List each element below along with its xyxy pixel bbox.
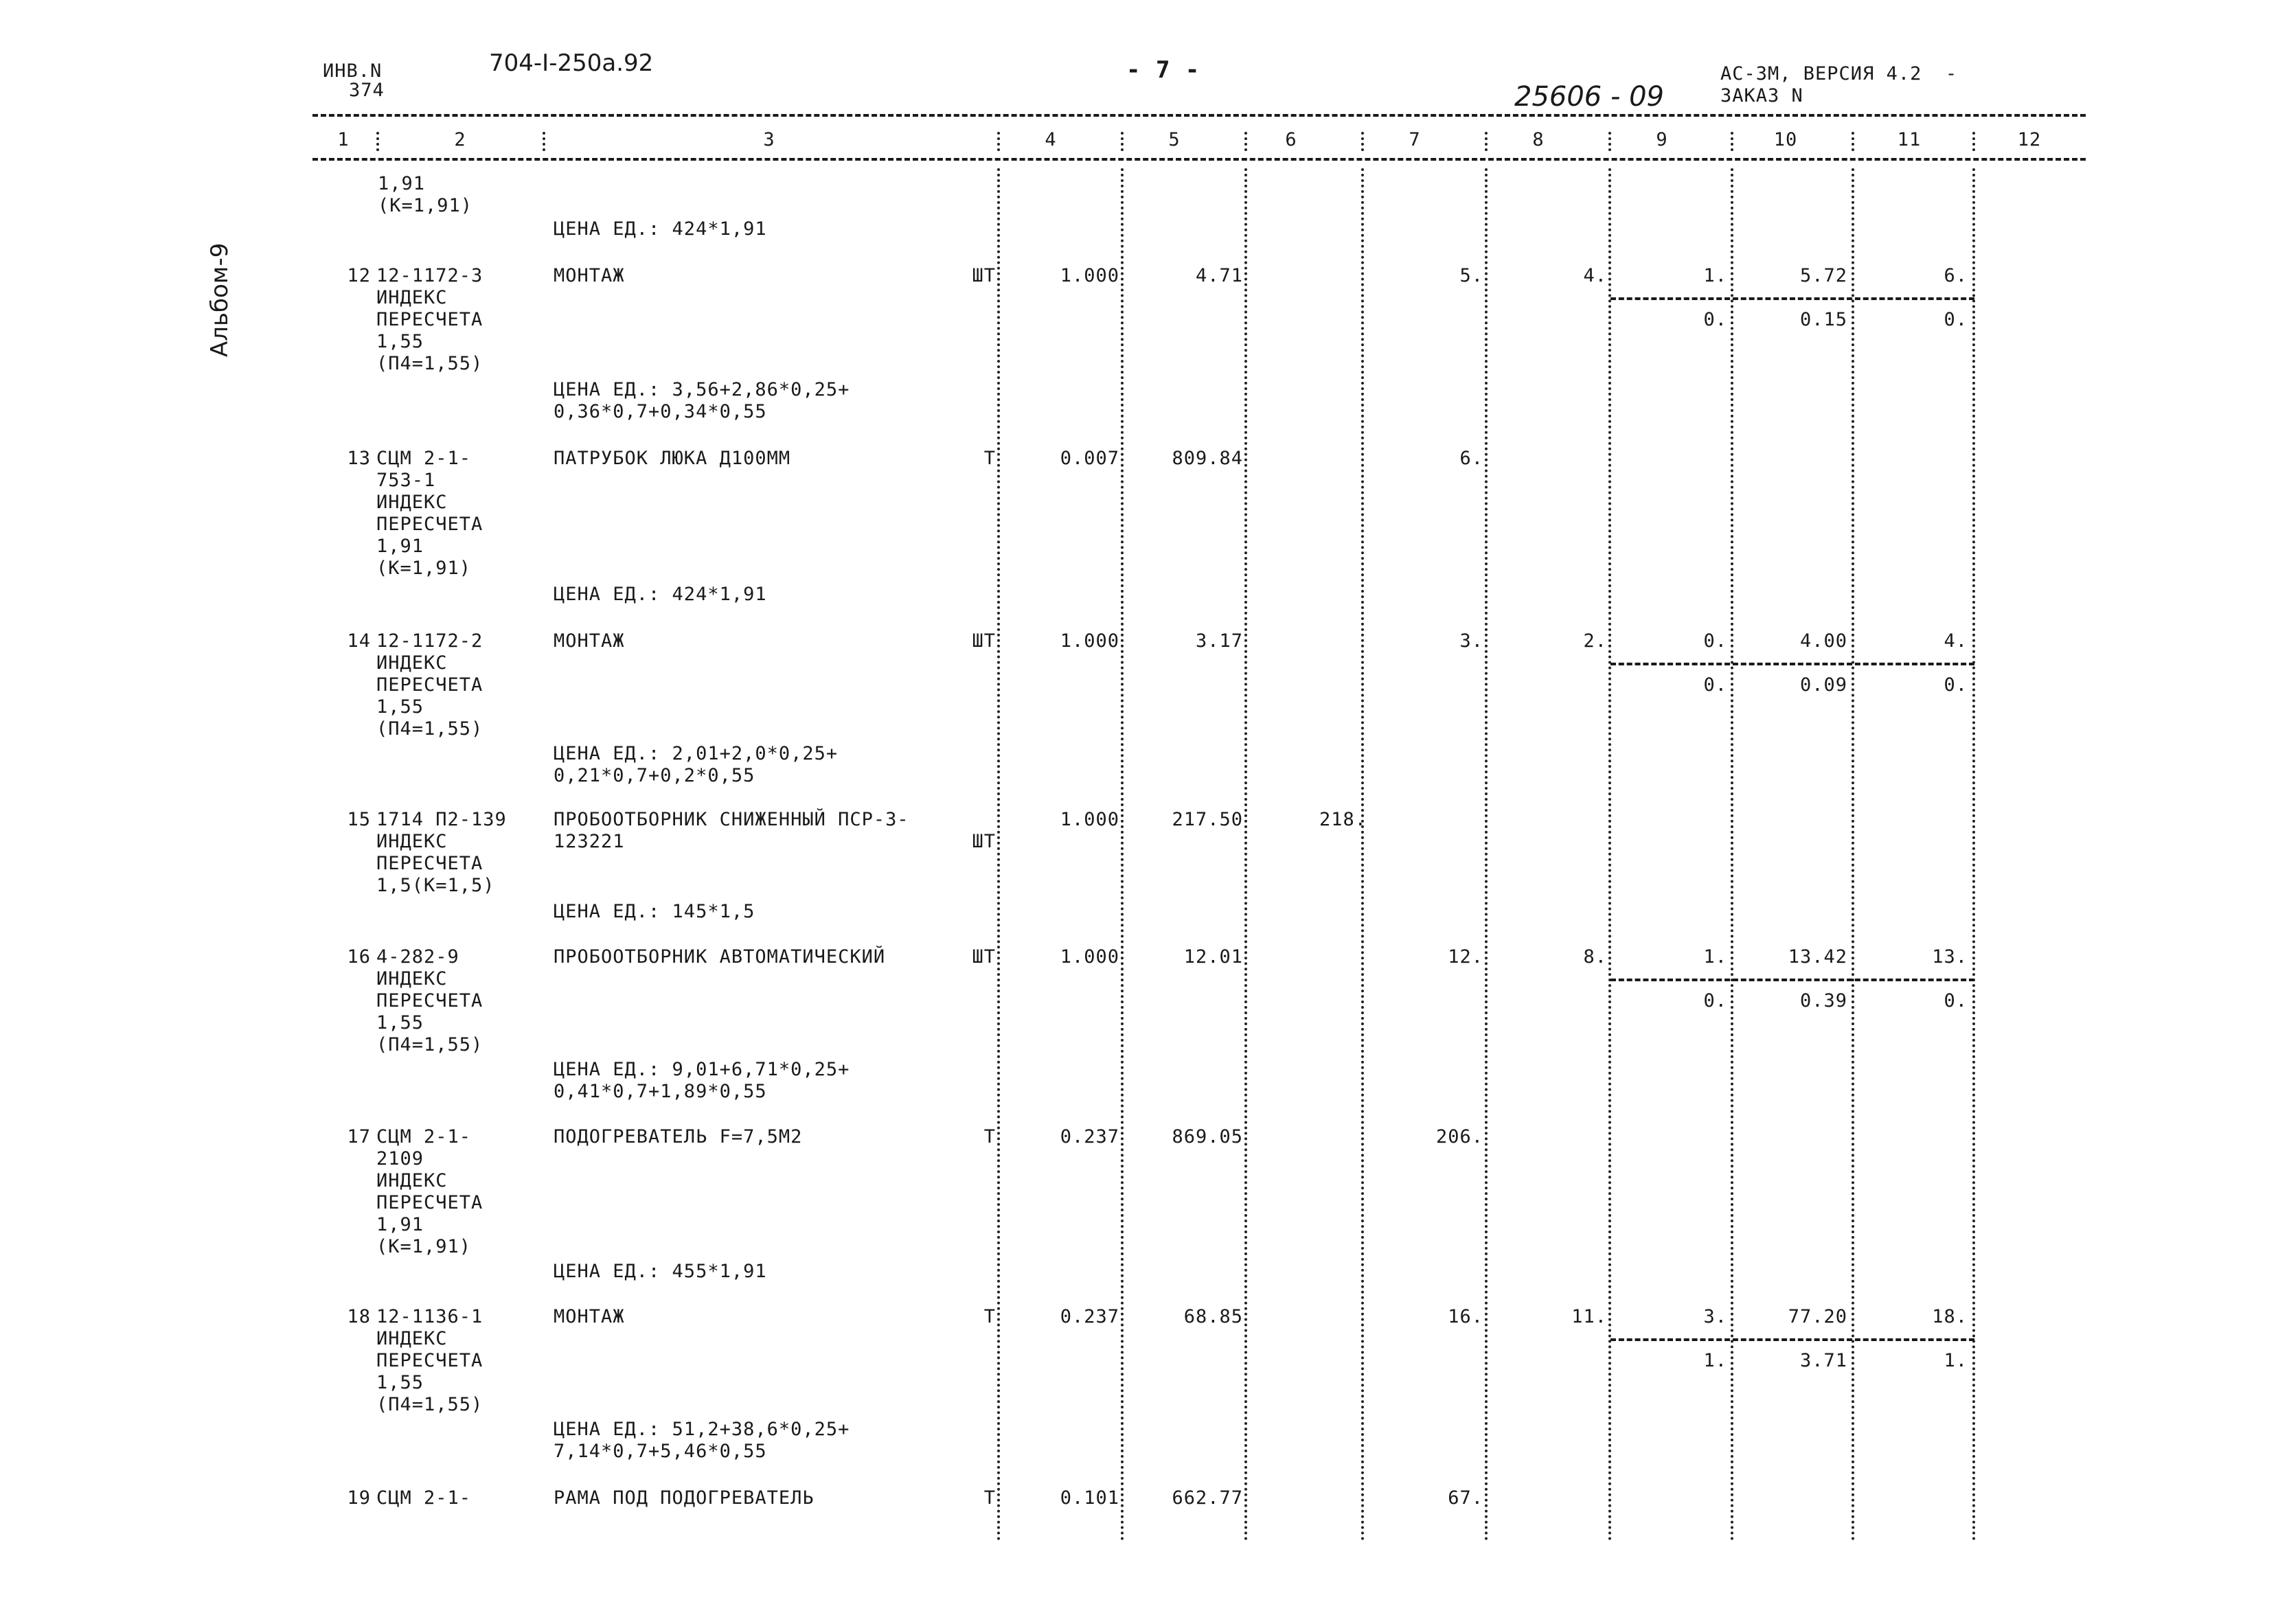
continuation-code-line: (К=1,91): [378, 195, 473, 216]
subtotal-rule: [1610, 979, 1974, 981]
cell-col10: 13.42: [1788, 946, 1847, 968]
item-name: ПОДОГРЕВАТЕЛЬ F=7,5М2: [554, 1126, 803, 1147]
code-line: ИНДЕКС: [376, 1328, 448, 1349]
inventory-label: ИНВ.N: [323, 60, 383, 82]
code-line: 753-1: [376, 470, 436, 491]
subtotal-rule: [1610, 297, 1974, 300]
code-line: СЦМ 2-1-: [376, 1126, 472, 1147]
cell-col10-sub: 0.15: [1799, 309, 1847, 330]
code-line: 1714 П2-139: [376, 809, 507, 830]
item-name: МОНТАЖ: [554, 630, 625, 652]
code-line: ИНДЕКС: [376, 1170, 448, 1191]
code-line: ИНДЕКС: [376, 831, 448, 852]
code-line: 1,91: [376, 536, 424, 557]
quantity-cell: 0.237: [1060, 1126, 1119, 1147]
cell-col10-sub: 3.71: [1799, 1350, 1847, 1371]
cell-col8: 4.: [1583, 265, 1607, 286]
column-header-11: 11: [1897, 129, 1922, 150]
continuation-price: ЦЕНА ЕД.: 424*1,91: [554, 218, 767, 240]
cell-col9: 3.: [1703, 1306, 1727, 1327]
unit-cell: Т: [983, 1487, 996, 1509]
unit-price-cell: 809.84: [1172, 448, 1243, 469]
cell-col9: 1.: [1703, 265, 1727, 286]
code-line: 12-1172-3: [376, 265, 483, 286]
cell-col10-sub: 0.39: [1799, 990, 1847, 1011]
cell-col7: 5.: [1459, 265, 1483, 286]
cell-col9-sub: 0.: [1703, 990, 1727, 1011]
column-header-9: 9: [1656, 129, 1668, 150]
cell-col9-sub: 1.: [1703, 1350, 1727, 1371]
code-line: 12-1172-2: [376, 630, 483, 652]
price-formula: ЦЕНА ЕД.: 424*1,91: [554, 584, 767, 605]
code-line: ПЕРЕСЧЕТА: [376, 674, 483, 696]
subtotal-rule: [1610, 1338, 1974, 1341]
document-code: 704-I-250а.92: [489, 49, 654, 77]
code-line: ПЕРЕСЧЕТА: [376, 309, 483, 330]
cell-col11-sub: 0.: [1944, 990, 1968, 1011]
code-line: 4-282-9: [376, 946, 459, 968]
album-side-note: Альбом-9: [206, 242, 234, 357]
row-number: 16: [347, 946, 371, 968]
unit-price-cell: 4.71: [1195, 265, 1243, 286]
column-header-8: 8: [1532, 129, 1545, 150]
price-formula: ЦЕНА ЕД.: 145*1,5: [554, 901, 755, 922]
program-version: АС-3М, ВЕРСИЯ 4.2 -: [1720, 63, 1958, 84]
code-line: 1,55: [376, 1372, 424, 1393]
cell-col6: 218.: [1319, 809, 1367, 830]
price-formula: ЦЕНА ЕД.: 51,2+38,6*0,25+: [554, 1419, 850, 1440]
column-header-3: 3: [763, 129, 775, 150]
quantity-cell: 1.000: [1060, 630, 1119, 652]
cell-col8: 11.: [1571, 1306, 1607, 1327]
price-formula: 7,14*0,7+5,46*0,55: [554, 1441, 767, 1462]
row-number: 13: [347, 448, 371, 469]
unit-cell: Т: [983, 448, 996, 469]
cell-col11-sub: 0.: [1944, 674, 1968, 696]
header-bottom-rule: [312, 158, 2086, 161]
cell-col9: 0.: [1703, 630, 1727, 652]
column-header-10: 10: [1773, 129, 1798, 150]
unit-cell: ШТ: [972, 831, 996, 852]
code-line: 1,55: [376, 1012, 424, 1033]
cell-col11: 13.: [1932, 946, 1968, 968]
quantity-cell: 1.000: [1060, 265, 1119, 286]
cell-col11: 18.: [1932, 1306, 1968, 1327]
row-number: 18: [347, 1306, 371, 1327]
code-line: ПЕРЕСЧЕТА: [376, 990, 483, 1011]
page-number: - 7 -: [1126, 56, 1200, 84]
unit-price-cell: 217.50: [1172, 809, 1243, 830]
code-line: 1,55: [376, 331, 424, 352]
price-formula: 0,36*0,7+0,34*0,55: [554, 401, 767, 422]
code-line: (П4=1,55): [376, 718, 483, 740]
cell-col8: 2.: [1583, 630, 1607, 652]
column-header-6: 6: [1285, 129, 1297, 150]
code-line: ИНДЕКС: [376, 968, 448, 990]
item-name: МОНТАЖ: [554, 1306, 625, 1327]
row-number: 14: [347, 630, 371, 652]
row-number: 19: [347, 1487, 371, 1509]
cell-col9-sub: 0.: [1703, 309, 1727, 330]
code-line: ПЕРЕСЧЕТА: [376, 1192, 483, 1213]
code-line: (П4=1,55): [376, 1034, 483, 1055]
code-line: ИНДЕКС: [376, 492, 448, 513]
cell-col7: 3.: [1459, 630, 1483, 652]
item-name: ПАТРУБОК ЛЮКА Д100ММ: [554, 448, 791, 469]
cell-col8: 8.: [1583, 946, 1607, 968]
code-line: (П4=1,55): [376, 1394, 483, 1415]
code-line: 1,5(К=1,5): [376, 875, 495, 896]
cell-col10: 77.20: [1788, 1306, 1847, 1327]
inventory-number: 374: [349, 80, 385, 101]
code-line: 2109: [376, 1148, 424, 1169]
quantity-cell: 1.000: [1060, 946, 1119, 968]
column-header-2: 2: [454, 129, 466, 150]
header-top-rule: [312, 114, 2086, 117]
code-line: ПЕРЕСЧЕТА: [376, 853, 483, 874]
cell-col10: 5.72: [1799, 265, 1847, 286]
cell-col11-sub: 0.: [1944, 309, 1968, 330]
unit-cell: Т: [983, 1306, 996, 1327]
quantity-cell: 0.101: [1060, 1487, 1119, 1509]
order-number-handwritten: 25606 - 09: [1514, 81, 1665, 113]
quantity-cell: 0.237: [1060, 1306, 1119, 1327]
order-label: ЗАКАЗ N: [1720, 85, 1803, 106]
column-header-5: 5: [1168, 129, 1181, 150]
price-formula: ЦЕНА ЕД.: 3,56+2,86*0,25+: [554, 379, 850, 400]
price-formula: ЦЕНА ЕД.: 2,01+2,0*0,25+: [554, 743, 839, 764]
item-name: ПРОБООТБОРНИК АВТОМАТИЧЕСКИЙ: [554, 946, 886, 968]
row-number: 12: [347, 265, 371, 286]
item-name: МОНТАЖ: [554, 265, 625, 286]
cell-col7: 67.: [1448, 1487, 1483, 1509]
item-name: ПРОБООТБОРНИК СНИЖЕННЫЙ ПСР-3-: [554, 809, 909, 830]
row-number: 17: [347, 1126, 371, 1147]
quantity-cell: 1.000: [1060, 809, 1119, 830]
unit-price-cell: 12.01: [1183, 946, 1243, 968]
cell-col7: 206.: [1435, 1126, 1483, 1147]
price-formula: 0,21*0,7+0,2*0,55: [554, 765, 755, 786]
unit-cell: ШТ: [972, 946, 996, 968]
continuation-code-line: 1,91: [378, 173, 426, 194]
code-line: ИНДЕКС: [376, 652, 448, 674]
column-header-1: 1: [337, 129, 350, 150]
item-name: 123221: [554, 831, 625, 852]
cell-col9: 1.: [1703, 946, 1727, 968]
unit-price-cell: 3.17: [1195, 630, 1243, 652]
code-line: СЦМ 2-1-: [376, 448, 472, 469]
code-line: (П4=1,55): [376, 353, 483, 374]
code-line: 1,91: [376, 1214, 424, 1235]
code-line: ПЕРЕСЧЕТА: [376, 1350, 483, 1371]
cell-col11: 4.: [1944, 630, 1968, 652]
unit-price-cell: 662.77: [1172, 1487, 1243, 1509]
column-header-4: 4: [1045, 129, 1057, 150]
subtotal-rule: [1610, 663, 1974, 665]
code-line: ИНДЕКС: [376, 287, 448, 308]
column-header-12: 12: [2017, 129, 2042, 150]
code-line: 12-1136-1: [376, 1306, 483, 1327]
code-line: (К=1,91): [376, 1236, 472, 1257]
unit-cell: ШТ: [972, 630, 996, 652]
code-line: (К=1,91): [376, 558, 472, 579]
item-name: РАМА ПОД ПОДОГРЕВАТЕЛЬ: [554, 1487, 815, 1509]
price-formula: ЦЕНА ЕД.: 455*1,91: [554, 1261, 767, 1282]
cell-col9-sub: 0.: [1703, 674, 1727, 696]
unit-cell: ШТ: [972, 265, 996, 286]
cell-col7: 12.: [1448, 946, 1483, 968]
cell-col10: 4.00: [1799, 630, 1847, 652]
cell-col10-sub: 0.09: [1799, 674, 1847, 696]
unit-price-cell: 869.05: [1172, 1126, 1243, 1147]
code-line: ПЕРЕСЧЕТА: [376, 514, 483, 535]
cell-col7: 16.: [1448, 1306, 1483, 1327]
quantity-cell: 0.007: [1060, 448, 1119, 469]
cell-col11: 6.: [1944, 265, 1968, 286]
code-line: 1,55: [376, 696, 424, 718]
unit-price-cell: 68.85: [1183, 1306, 1243, 1327]
cell-col11-sub: 1.: [1944, 1350, 1968, 1371]
price-formula: 0,41*0,7+1,89*0,55: [554, 1081, 767, 1102]
column-header-7: 7: [1409, 129, 1421, 150]
code-line: СЦМ 2-1-: [376, 1487, 472, 1509]
price-formula: ЦЕНА ЕД.: 9,01+6,71*0,25+: [554, 1059, 850, 1080]
cell-col7: 6.: [1459, 448, 1483, 469]
unit-cell: Т: [983, 1126, 996, 1147]
row-number: 15: [347, 809, 371, 830]
